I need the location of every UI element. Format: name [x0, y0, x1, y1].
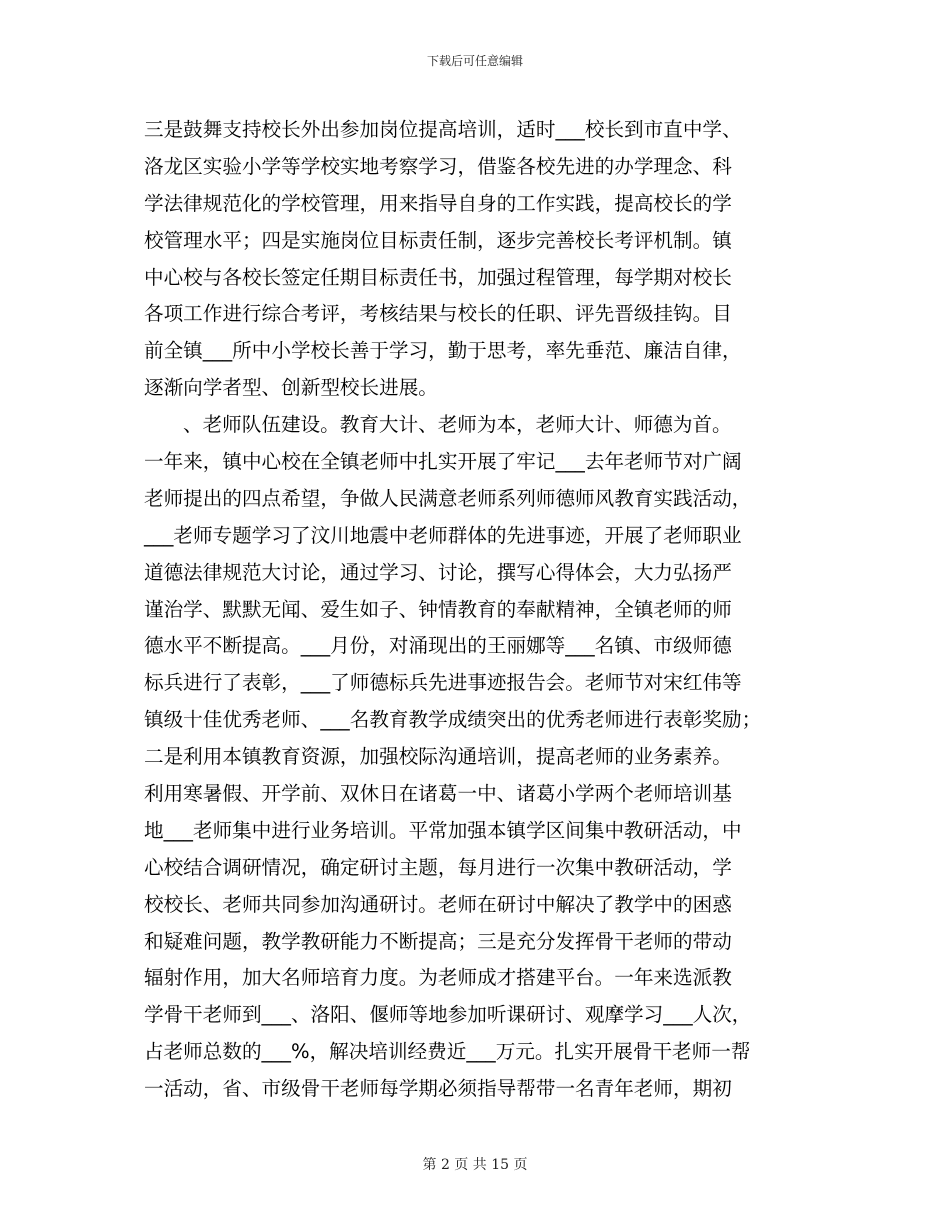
text-line: ___老师专题学习了汶川地震中老师群体的先进事迹，开展了老师职业: [144, 523, 742, 547]
text-line: 利用寒暑假、开学前、双休日在诸葛一中、诸葛小学两个老师培训基: [144, 782, 732, 806]
text-line: 地___老师集中进行业务培训。平常加强本镇学区间集中教研活动，中: [144, 818, 742, 842]
text-line: 洛龙区实验小学等学校实地考察学习，借鉴各校先进的办学理念、科: [144, 154, 732, 178]
text-line: 镇级十佳优秀老师、___名教育教学成绩突出的优秀老师进行表彰奖励；: [144, 708, 762, 732]
text-line: 道德法律规范大讨论，通过学习、讨论，撰写心得体会，大力弘扬严: [144, 560, 732, 584]
text-line: 前全镇___所中小学校长善于学习，勤于思考，率先垂范、廉洁自律，: [144, 339, 742, 363]
text-line: 中心校与各校长签定任期目标责任书，加强过程管理，每学期对校长: [144, 265, 732, 289]
text-line: 标兵进行了表彰，___了师德标兵先进事迹报告会。老师节对宋红伟等: [144, 671, 742, 695]
text-line: 和疑难问题，教学教研能力不断提高；三是充分发挥骨干老师的带动: [144, 929, 732, 953]
text-line: 一年来，镇中心校在全镇老师中扎实开展了牢记___去年老师节对广阔: [144, 450, 742, 474]
text-line: 老师提出的四点希望，争做人民满意老师系列师德师风教育实践活动，: [144, 486, 752, 510]
text-line: 校校长、老师共同参加沟通研讨。老师在研讨中解决了教学中的困惑: [144, 892, 732, 916]
page-number: 第 2 页 共 15 页: [422, 1157, 528, 1173]
text-line: 心校结合调研情况，确定研讨主题，每月进行一次集中教研活动，学: [144, 855, 732, 879]
text-line: 逐渐向学者型、创新型校长进展。: [144, 376, 438, 400]
document-body: [144, 112, 808, 1108]
text-line: 一活动，省、市级骨干老师每学期必须指导帮带一名青年老师，期初: [144, 1077, 732, 1101]
text-line: 学骨干老师到___、洛阳、偃师等地参加听课研讨、观摩学习___人次，: [144, 1003, 752, 1027]
text-line: 三是鼓舞支持校长外出参加岗位提高培训，适时___校长到市直中学、: [144, 118, 742, 141]
text-line: 辐射作用，加大名师培育力度。为老师成才搭建平台。一年来选派教: [144, 966, 732, 990]
text-line: 占老师总数的___%，解决培训经费近___万元。扎实开展骨干老师一帮: [144, 1040, 751, 1064]
text-line: 各项工作进行综合考评，考核结果与校长的任职、评先晋级挂钩。目: [144, 302, 732, 326]
text-line: 德水平不断提高。___月份，对涌现出的王丽娜等___名镇、市级师德: [144, 634, 732, 658]
text-line: 学法律规范化的学校管理，用来指导自身的工作实践，提高校长的学: [144, 191, 732, 215]
text-line: 二是利用本镇教育资源，加强校际沟通培训，提高老师的业务素养。: [144, 745, 732, 769]
page-header: 下载后可任意编辑: [426, 54, 523, 68]
text-line: 谨治学、默默无闻、爱生如子、钟情教育的奉献精神，全镇老师的师: [144, 597, 732, 621]
text-line: 校管理水平；四是实施岗位目标责任制，逐步完善校长考评机制。镇: [144, 228, 732, 252]
paragraph-start-line: 、老师队伍建设。教育大计、老师为本，老师大计、师德为首。: [183, 413, 732, 437]
